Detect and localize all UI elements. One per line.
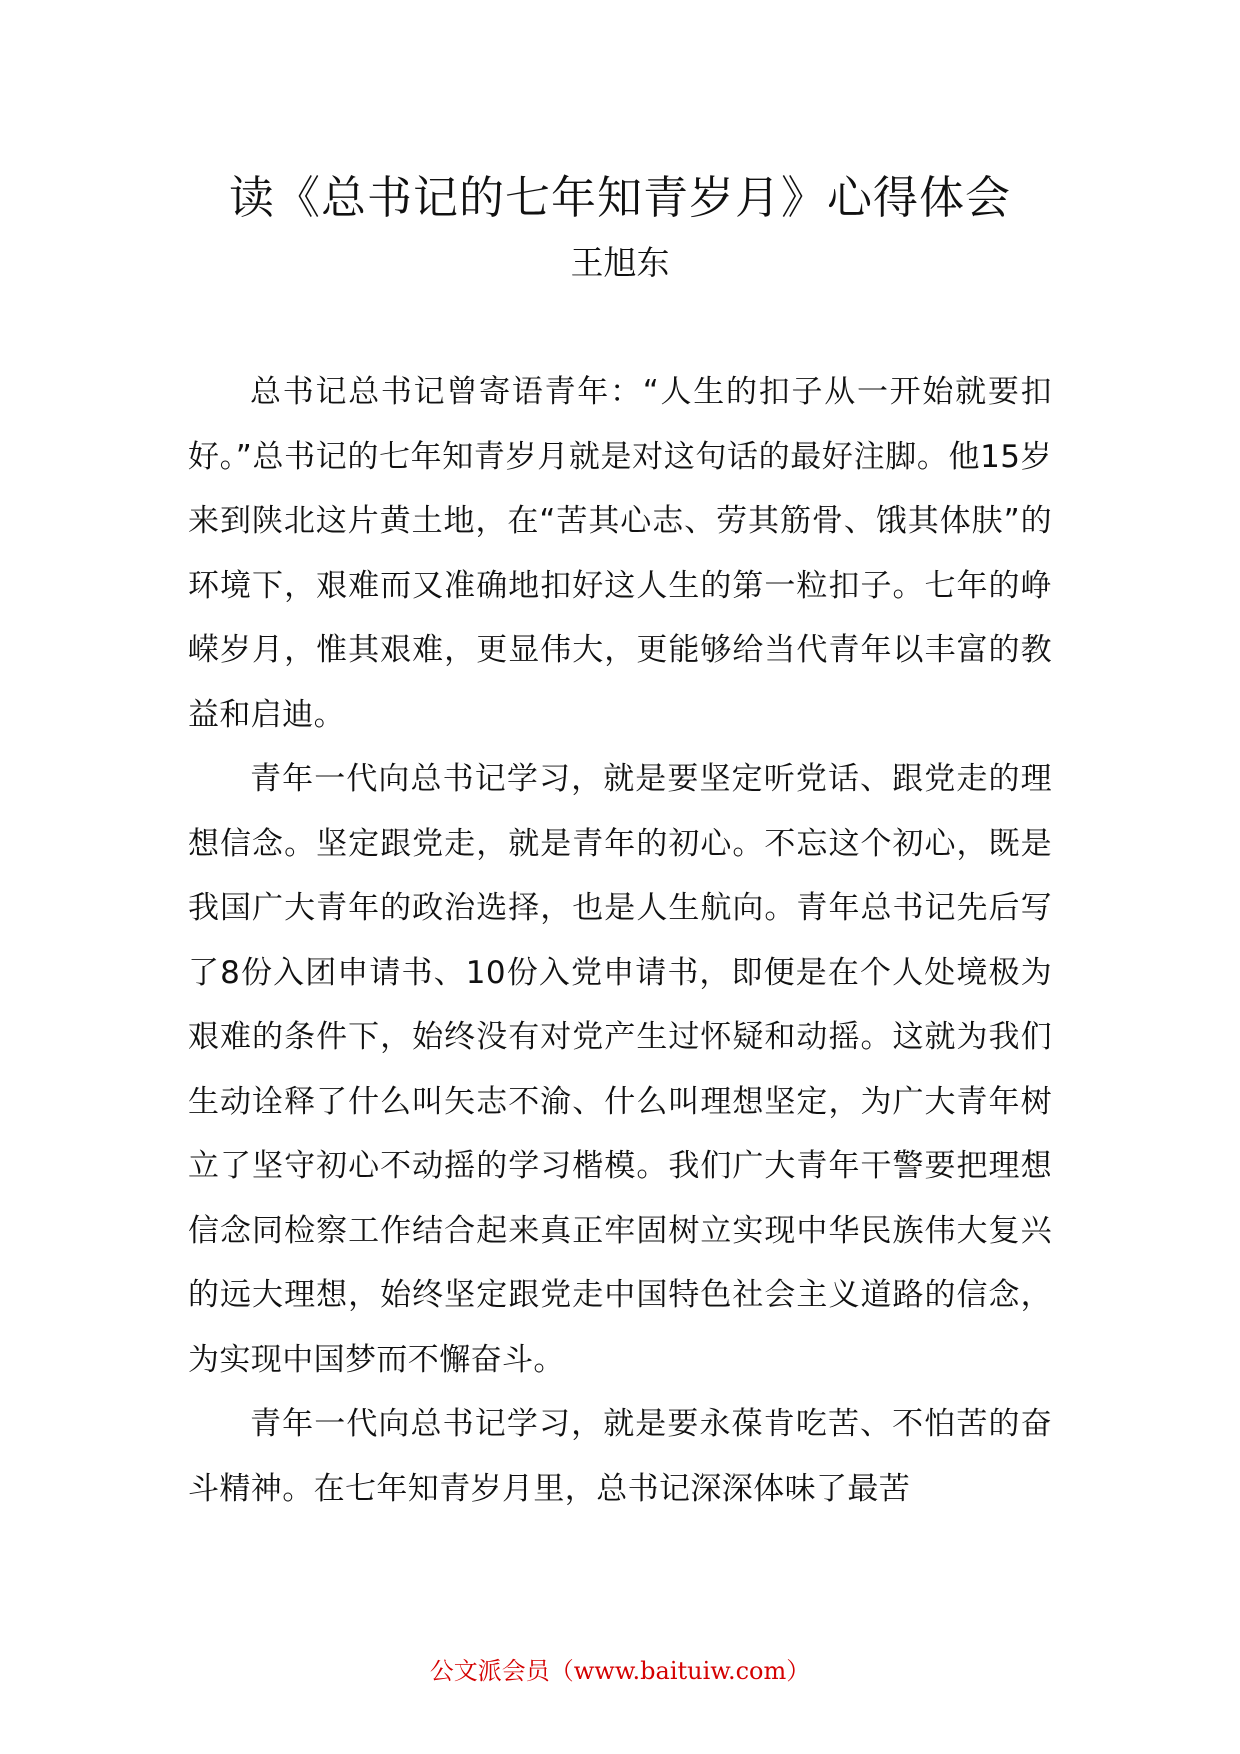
paragraph: 总书记总书记曾寄语青年：“人生的扣子从一开始就要扣好。”总书记的七年知青岁月就是对这句话的最好注脚。他15岁来到陕北这片黄土地，在“苦其心志、劳其筋骨、饿其体肤”的环境下，艰难而又准确地扣好这人生的第一粒扣子。七年的峥嵘岁月，惟其艰难，更显伟大，更能够给当代青年以丰富的教益和启迪。 [188, 374, 1052, 733]
footer-watermark: 公文派会员（www.baituiw.com） [429, 1657, 811, 1685]
paragraph: 青年一代向总书记学习，就是要永葆肯吃苦、不怕苦的奋斗精神。在七年知青岁月里，总书记深深体味了最苦 [188, 1406, 1052, 1507]
paragraph: 青年一代向总书记学习，就是要坚定听党话、跟党走的理想信念。坚定跟党走，就是青年的初心。不忘这个初心，既是我国广大青年的政治选择，也是人生航向。青年总书记先后写了8份入团申请书、10份入党申请书，即便是在个人处境极为艰难的条件下，始终没有对党产生过怀疑和动摇。这就为我们生动诠释了什么叫矢志不渝、什么叫理想坚定，为广大青年树立了坚守初心不动摇的学习楷模。我们广大青年干警要把理想信念同检察工作结合起来真正牢固树立实现中华民族伟大复兴的远大理想，始终坚定跟党走中国特色社会主义道路的信念，为实现中国梦而不懈奋斗。 [188, 761, 1052, 1378]
document-title: 读《总书记的七年知青岁月》心得体会 [228, 171, 1011, 224]
document-author: 王旭东 [570, 243, 670, 282]
document-body [188, 360, 1052, 1521]
